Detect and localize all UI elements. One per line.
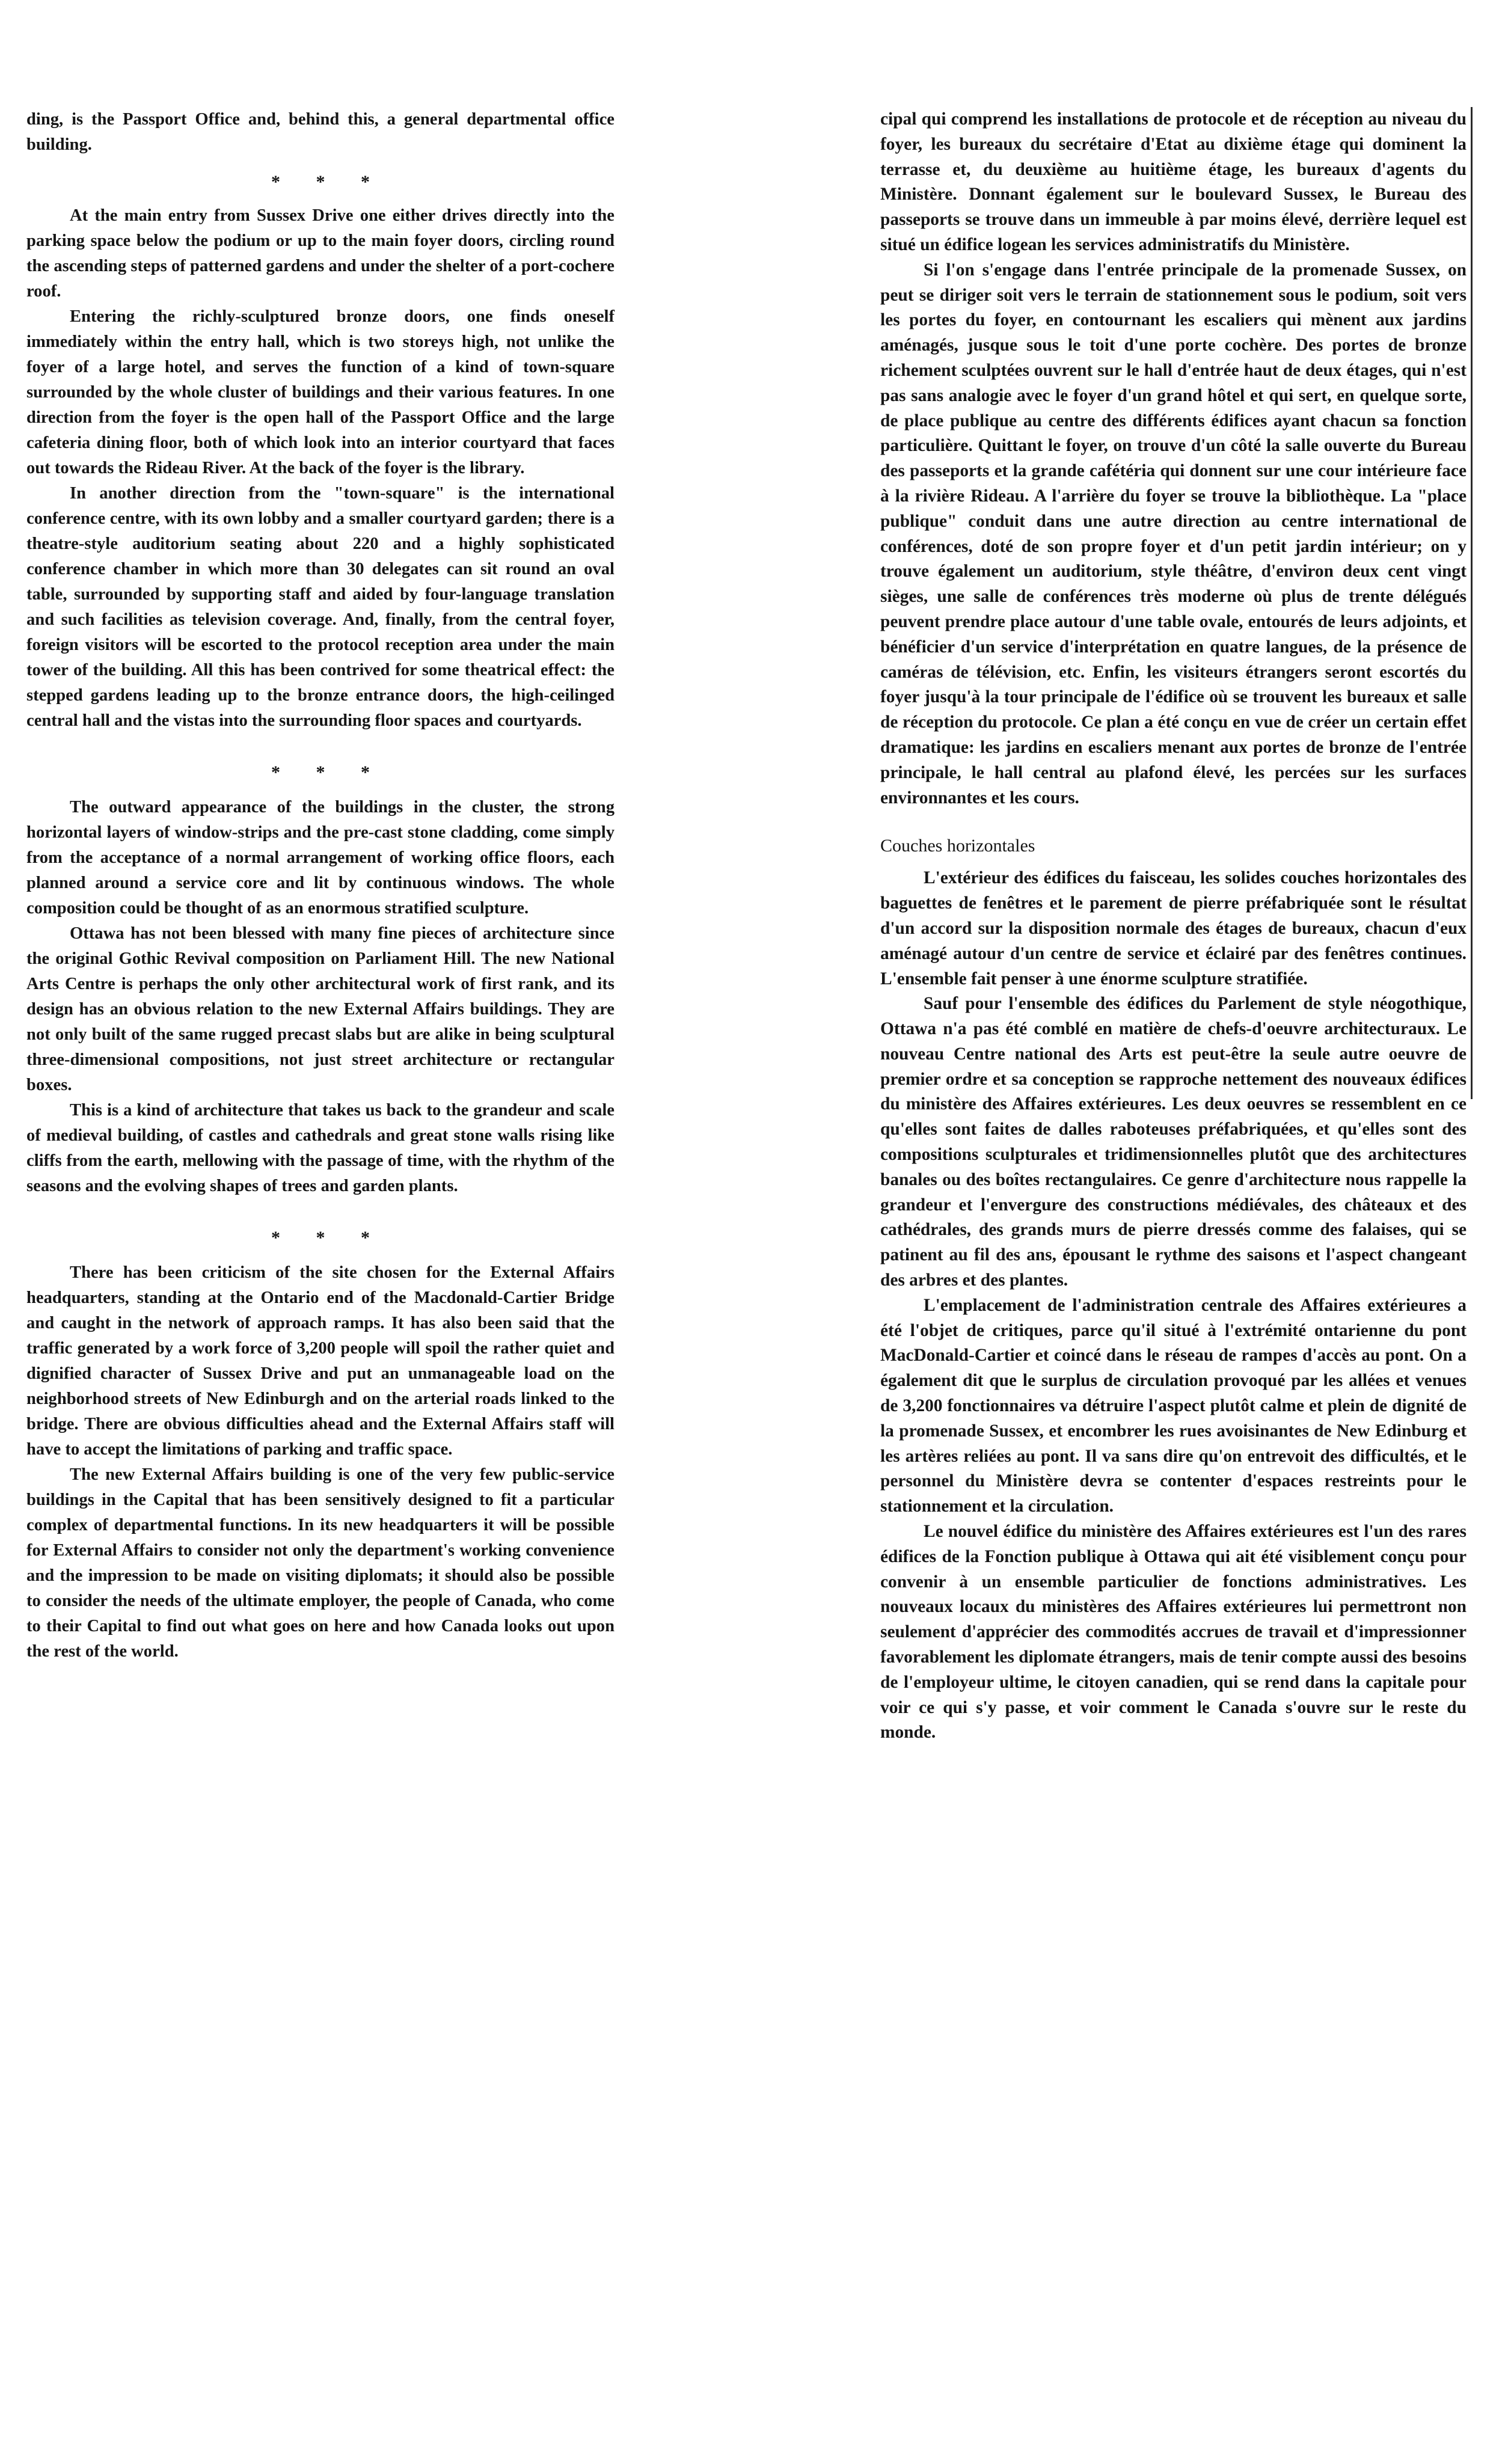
- french-paragraph-4: Sauf pour l'ensemble des édifices du Parlement de style néogothique, Ottawa n'a pas été comblé en matière de chefs-d'oeuvre architecturaux. Le nouveau Centre national des Arts est peut-être la seule autre oeuvre de premier ordre et sa conception se rapproche nettement des nouveaux édifices du ministère des Affaires extérieures. Les deux oeuvres se ressemblent en ce qu'elles sont faites de dalles raboteuses préfabriquées, et qu'elles sont des compositions sculpturales et tridimensionnelles plutôt que des architectures banales ou des boîtes rectangulaires. Ce genre d'architecture nous rappelle la grandeur et l'envergure des constructions médiévales, des châteaux et des cathédrales, des grands murs de pierre dressés comme des falaises, qui se patinent au fil des ans, épousant le rythme des saisons et l'aspect changeant des arbres et des plantes.: [880, 994, 1467, 1290]
- english-paragraph-2: At the main entry from Sussex Drive one either drives directly into the parking space below the podium or up to the main foyer doors, circling round the ascending steps of patterned gardens and under the shelter of a port-cochere roof.: [26, 206, 615, 301]
- english-paragraph-6: Ottawa has not been blessed with many fine pieces of architecture since the original Gothic Revival composition on Parliament Hill. The new National Arts Centre is perhaps the only other architectural work of first rank, and its design has an obvious relation to the new External Affairs buildings. They are not only built of the same rugged precast slabs but are alike in being sculptural three-dimensional compositions, not just street architecture or rectangular boxes.: [26, 924, 615, 1094]
- english-paragraph-1: ding, is the Passport Office and, behind this, a general departmental office building.: [26, 110, 615, 154]
- french-section-heading: Couches horizontales: [880, 836, 1035, 856]
- english-paragraph-7: This is a kind of architecture that takes us back to the grandeur and scale of medieval building, of castles and cathedrals and great stone walls rising like cliffs from the earth, mellowing with the passage of time, with the rhythm of the seasons and the evolving shapes of trees and garden plants.: [26, 1101, 615, 1195]
- english-paragraph-4: In another direction from the "town-square" is the international conference centre, with its own lobby and a smaller courtyard garden; there is a theatre-style auditorium seating about 220 and a highly sophisticated conference chamber in which more than 30 delegates can sit round an oval table, surrounded by supporting staff and aided by four-language translation and such facilities as television coverage. And, finally, from the central foyer, foreign visitors will be escorted to the protocol reception area under the main tower of the building. All this has been contrived for some theatrical effect: the stepped gardens leading up to the bronze entrance doors, the high-ceilinged central hall and the vistas into the surrounding floor spaces and courtyards.: [26, 484, 615, 730]
- english-paragraph-3: Entering the richly-sculptured bronze doors, one finds oneself immediately within the entry hall, which is two storeys high, not unlike the foyer of a large hotel, and serves the function of a kind of town-square surrounded by the whole cluster of buildings and their various features. In one direction from the foyer is the open hall of the Passport Office and the large cafeteria dining floor, both of which look into an interior courtyard that faces out towards the Rideau River. At the back of the foyer is the library.: [26, 307, 615, 477]
- french-paragraph-3: L'extérieur des édifices du faisceau, les solides couches horizontales des baguettes de fenêtres et le parement de pierre préfabriquée sont le résultat d'un accord sur la disposition normale des étages de bureaux, chacun d'eux aménagé autour d'un centre de service et éclairé par des fenêtres continues. L'ensemble fait penser à une énorme sculpture stratifiée.: [880, 868, 1467, 988]
- section-separator-2: * * *: [271, 762, 385, 782]
- english-paragraph-5: The outward appearance of the buildings in the cluster, the strong horizontal layers of window-strips and the pre-cast stone cladding, come simply from the acceptance of a normal arrangement of working office floors, each planned around a service core and lit by continuous windows. The whole composition could be thought of as an enormous stratified sculpture.: [26, 798, 615, 918]
- french-paragraph-5: L'emplacement de l'administration centrale des Affaires extérieures a été l'objet de critiques, parce qu'il situé à l'extrémité ontarienne du pont MacDonald-Cartier et coincé dans le réseau de rampes d'accès au pont. On a également dit que le surplus de circulation provoqué par les allées et venues de 3,200 fonctionnaires va détruire l'aspect plutôt calme et plein de dignité de la promenade Sussex, et encombrer les rues avoisinantes de New Edinburg et les artères reliées au pont. Il va sans dire qu'on entrevoit des difficultés, et le personnel du Ministère devra se contenter d'espaces restreints pour le stationnement et la circulation.: [880, 1295, 1467, 1516]
- section-separator-1: * * *: [271, 172, 385, 192]
- section-separator-3: * * *: [271, 1228, 385, 1248]
- french-paragraph-6: Le nouvel édifice du ministère des Affaires extérieures est l'un des rares édifices de la Fonction publique à Ottawa qui ait été visiblement conçu pour convenir à un ensemble particulier de fonctions administratives. Les nouveaux locaux du ministères des Affaires extérieures lui permettront non seulement d'apprécier des commodités accrues de travail et d'impressionner favorablement les diplomate étrangers, mais de tenir compte aussi des besoins de l'employeur ultime, le citoyen canadien, qui se rend dans la capitale pour voir ce qui s'y passe, et voir comment le Canada s'ouvre sur le reste du monde.: [880, 1522, 1467, 1742]
- english-paragraph-9: The new External Affairs building is one of the very few public-service buildings in the Capital that has been sensitively designed to fit a particular complex of departmental functions. In its new headquarters it will be possible for External Affairs to consider not only the department's working convenience and the impression to be made on visiting diplomats; it should also be possible to consider the needs of the ultimate employer, the people of Canada, who come to their Capital to find out what goes on here and how Canada looks out upon the rest of the world.: [26, 1465, 615, 1661]
- french-paragraph-2: Si l'on s'engage dans l'entrée principale de la promenade Sussex, on peut se diriger soit vers le terrain de stationnement sous le podium, soit vers les portes du foyer, en contournant les escaliers qui mènent aux jardins aménagés, jusque sous le toit d'une porte cochère. Des portes de bronze richement sculptées ouvrent sur le hall d'entrée haut de deux étages, qui n'est pas sans analogie avec le foyer d'un grand hôtel et qui sert, en quelque sorte, de place publique au centre des différents édifices ayant chacun sa fonction particulière. Quittant le foyer, on trouve d'un côté la salle ouverte du Bureau des passeports et la grande cafétéria qui donnent sur une cour intérieure face à la rivière Rideau. A l'arrière du foyer se trouve la bibliothèque. La "place publique" conduit dans une autre direction au centre international de conférences, doté de son propre foyer et d'un petit jardin intérieur; on y trouve également un auditorium, style théâtre, d'environ deux cent vingt sièges, une salle de conférences très moderne où plus de trente délégués peuvent prendre place autour d'une table ovale, entourés de leurs adjoints, et bénéficier d'un service d'interprétation en quatre langues, de la présence de caméras de télévision, etc. Enfin, les visiteurs étrangers seront escortés du foyer jusqu'à la tour principale de l'édifice où se trouvent les bureaux et salle de réception du protocole. Ce plan a été conçu en vue de créer un certain effet dramatique: les jardins en escaliers menant aux portes de bronze de l'entrée principale, le hall central au plafond élevé, les percées sur les surfaces environnantes et les cours.: [880, 260, 1467, 808]
- french-column: [880, 107, 1467, 1745]
- english-column: [26, 107, 615, 1664]
- french-paragraph-1: cipal qui comprend les installations de protocole et de réception au niveau du foyer, les bureaux du secrétaire d'Etat au dixième étage qui dominent la terrasse et, du deuxième au huitième étage, les bureaux d'agents du Ministère. Donnant également sur le boulevard Sussex, le Bureau des passeports se trouve dans un immeuble à par moins élevé, derrière lequel est situé un édifice logean les services administratifs du Ministère.: [880, 109, 1467, 254]
- english-paragraph-8: There has been criticism of the site chosen for the External Affairs headquarters, standing at the Ontario end of the Macdonald-Cartier Bridge and caught in the network of approach ramps. It has also been said that the traffic generated by a work force of 3,200 people will spoil the rather quiet and dignified character of Sussex Drive and put an unmanageable load on the neighborhood streets of New Edinburgh and on the arterial roads linked to the bridge. There are obvious difficulties ahead and the External Affairs staff will have to accept the limitations of parking and traffic space.: [26, 1263, 615, 1459]
